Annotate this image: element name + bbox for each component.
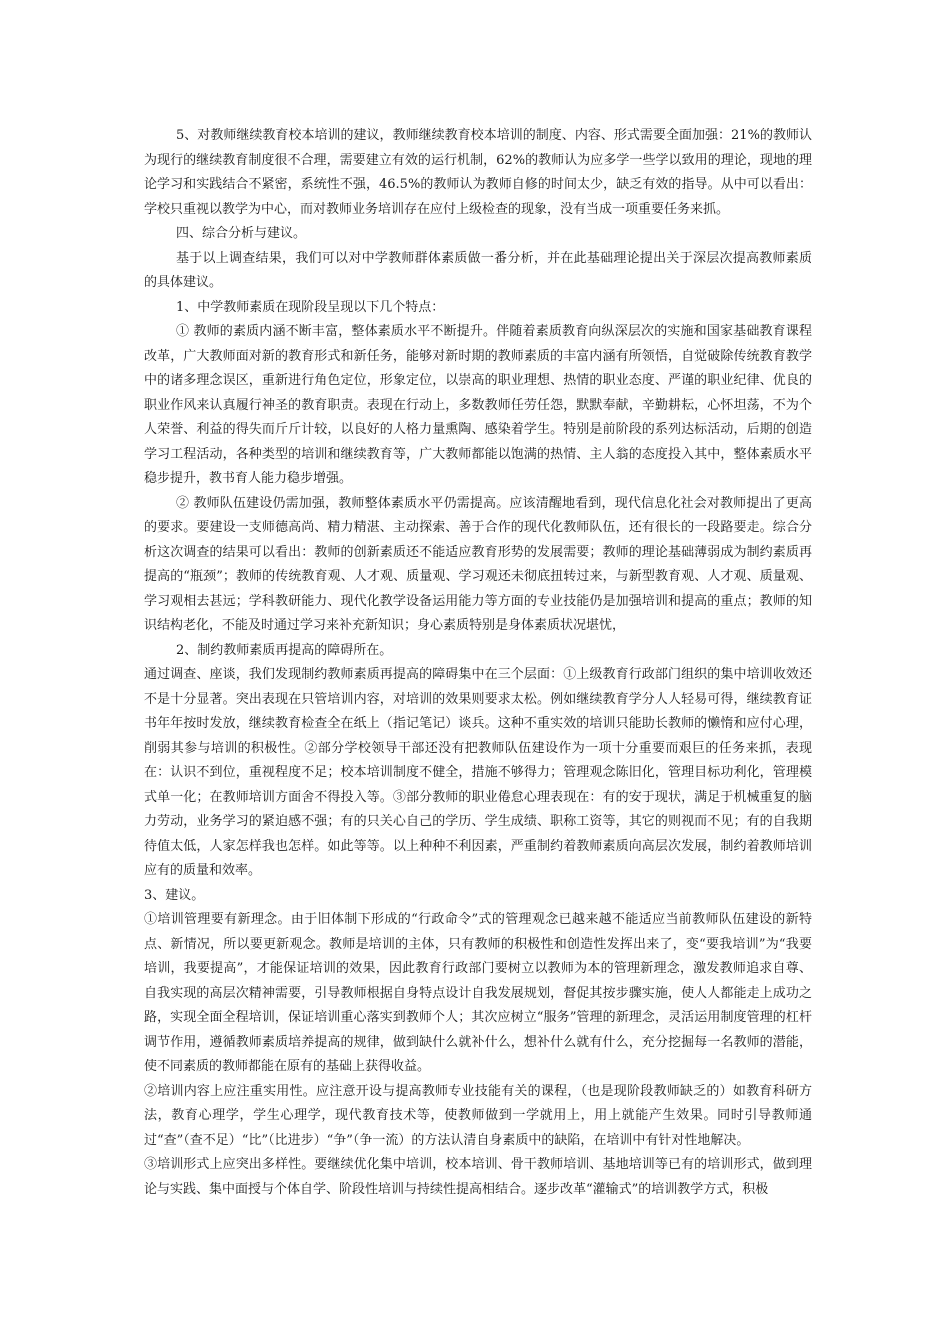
paragraph-suggestion-3: ③培训形式上应突出多样性。要继续优化集中培训，校本培训、骨干教师培训、基地培训等已有的培训形式，做到理论与实践、集中面授与个体自学、阶段性培训与持续性提高相结合。逐步改革“灌输式”的培训教学方式，积极 <box>144 1157 812 1197</box>
subheading-obstacles: 2、制约教师素质再提高的障碍所在。 <box>176 642 393 658</box>
document-body <box>144 124 812 1202</box>
paragraph-characteristic-1: ① 教师的素质内涵不断丰富，整体素质水平不断提升。伴随着素质教育向纵深层次的实施和国家基础教育课程改革，广大教师面对新的教育形式和新任务，能够对新时期的教师素质的丰富内涵有所领悟，自觉破除传统教育教学中的诸多理念误区，重新进行角色定位，形象定位，以崇高的职业理想、热情的职业态度、严谨的职业纪律、优良的职业作风来认真履行神圣的教育职责。表现在行动上，多数教师任劳任怨，默默奉献，辛勤耕耘，心怀坦荡，不为个人荣誉、利益的得失而斤斤计较，以良好的人格力量熏陶、感染着学生。特别是前阶段的系列达标活动，后期的创造学习工程活动，各种类型的培训和继续教育等，广大教师都能以饱满的热情、主人翁的态度投入其中，整体素质水平稳步提升，教书育人能力稳步增强。 <box>144 324 812 486</box>
paragraph-characteristic-2: ② 教师队伍建设仍需加强，教师整体素质水平仍需提高。应该清醒地看到，现代信息化社会对教师提出了更高的要求。要建设一支师德高尚、精力精湛、主动探索、善于合作的现代化教师队伍，还有很长的一段路要走。综合分析这次调查的结果可以看出：教师的创新素质还不能适应教育形势的发展需要；教师的理论基础薄弱成为制约素质再提高的“瓶颈”；教师的传统教育观、人才观、质量观、学习观还未彻底扭转过来，与新型教育观、人才观、质量观、学习观相去甚远；学科教研能力、现代化教学设备运用能力等方面的专业技能仍是加强培训和提高的重点；教师的知识结构老化，不能及时通过学习来补充新知识；身心素质特别是身体素质状况堪忧， <box>144 495 812 633</box>
subheading-suggestions: 3、建议。 <box>144 887 205 903</box>
paragraph-suggestion-1: ①培训管理要有新理念。由于旧体制下形成的“行政命令”式的管理观念已越来越不能适应当前教师队伍建设的新特点、新情况，所以要更新观念。教师是培训的主体，只有教师的积极性和创造性发挥出来了，变“要我培训”为“我要培训，我要提高”，才能保证培训的效果，因此教育行政部门要树立以教师为本的管理新理念，激发教师追求自尊、自我实现的高层次精神需要，引导教师根据自身特点设计自我发展规划，督促其按步骤实施，使人人都能走上成功之路，实现全面全程培训，保证培训重心落实到教师个人；其次应树立“服务”管理的新理念，灵活运用制度管理的杠杆调节作用，遵循教师素质培养提高的规律，做到缺什么就补什么，想补什么就有什么，充分挖掘每一名教师的潜能，使不同素质的教师都能在原有的基础上获得收益。 <box>144 912 812 1074</box>
subheading-characteristics: 1、中学教师素质在现阶段呈现以下几个特点： <box>176 299 445 315</box>
paragraph-teacher-training-suggestions: 5、对教师继续教育校本培训的建议，教师继续教育校本培训的制度、内容、形式需要全面加强：21%的教师认为现行的继续教育制度很不合理，需要建立有效的运行机制，62%的教师认为应多学一些学以致用的理论，现地的理论学习和实践结合不紧密，系统性不强，46.5%的教师认为教师自修的时间太少，缺乏有效的指导。从中可以看出：学校只重视以教学为中心，而对教师业务培训存在应付上级检查的现象，没有当成一项重要任务来抓。 <box>144 128 812 217</box>
section-heading-analysis: 四、综合分析与建议。 <box>176 226 307 241</box>
paragraph-analysis-intro: 基于以上调查结果，我们可以对中学教师群体素质做一番分析，并在此基础理论提出关于深层次提高教师素质的具体建议。 <box>144 250 812 290</box>
paragraph-suggestion-2: ②培训内容上应注重实用性。应注意开设与提高教师专业技能有关的课程，（也是现阶段教师缺乏的）如教育科研方法，教育心理学，学生心理学，现代教育技术等，使教师做到一学就用上，用上就能产生效果。同时引导教师通过“查”（查不足）“比”（比进步）“争”（争一流）的方法认清自身素质中的缺陷，在培训中有针对性地解决。 <box>144 1083 812 1148</box>
paragraph-obstacles: 通过调查、座谈，我们发现制约教师素质再提高的障碍集中在三个层面：①上级教育行政部门组织的集中培训收效还不是十分显著。突出表现在只管培训内容，对培训的效果则要求太松。例如继续教育学分人人轻易可得，继续教育证书年年按时发放，继续教育检查全在纸上（指记笔记）谈兵。这种不重实效的培训只能助长教师的懒惰和应付心理，削弱其参与培训的积极性。②部分学校领导干部还没有把教师队伍建设作为一项十分重要而艰巨的任务来抓，表现在：认识不到位，重视程度不足；校本培训制度不健全，措施不够得力；管理观念陈旧化，管理目标功利化，管理模式单一化；在教师培训方面舍不得投入等。③部分教师的职业倦怠心理表现在：有的安于现状，满足于机械重复的脑力劳动，业务学习的紧迫感不强；有的只关心自己的学历、学生成绩、职称工资等，其它的则视而不见；有的自我期待值太低，人家怎样我也怎样。如此等等。以上种种不利因素，严重制约着教师素质向高层次发展，制约着教师培训应有的质量和效率。 <box>144 667 812 878</box>
